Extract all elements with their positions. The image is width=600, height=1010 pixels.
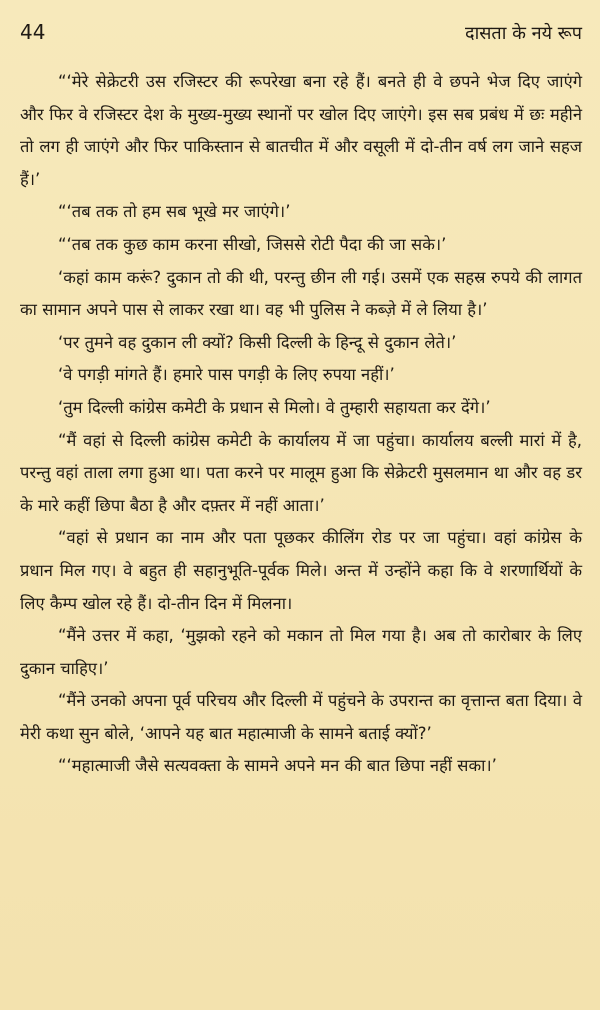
paragraph: “वहां से प्रधान का नाम और पता पूछकर कीलिंग रोड पर जा पहुंचा। वहां कांग्रेस के प्रधान मिल गए। वे बहुत ही सहानुभूति-पूर्वक मिले। अन्त में उन्होंने कहा कि वे शरणार्थियों के लिए कैम्प खोल रहे हैं। दो-तीन दिन में मिलना। [20,528,582,613]
paragraph: ‘तुम दिल्ली कांग्रेस कमेटी के प्रधान से मिलो। वे तुम्हारी सहायता कर देंगे।’ [58,397,491,417]
page-body [20,66,582,783]
running-title: दासता के नये रूप [465,23,582,44]
paragraph: “‘तब तक कुछ काम करना सीखो, जिससे रोटी पैदा की जा सके।’ [58,234,447,254]
paragraph: “‘तब तक तो हम सब भूखे मर जाएंगे।’ [58,202,291,222]
paragraph: “मैंने उत्तर में कहा, ‘मुझको रहने को मकान तो मिल गया है। अब तो कारोबार के लिए दुकान चाहिए।’ [20,626,582,678]
paragraph: ‘वे पगड़ी मांगते हैं। हमारे पास पगड़ी के लिए रुपया नहीं।’ [58,365,395,385]
page-number: 44 [20,20,46,44]
paragraph: ‘कहां काम करूं? दुकान तो की थी, परन्तु छीन ली गई। उसमें एक सहस्र रुपये की लागत का सामान अपने पास से लाकर रखा था। वह भी पुलिस ने कब्ज़े में ले लिया है।’ [20,267,582,320]
paragraph: “मैं वहां से दिल्ली कांग्रेस कमेटी के कार्यालय में जा पहुंचा। कार्यालय बल्ली मारां में है, परन्तु वहां ताला लगा हुआ था। पता करने पर मालूम हुआ कि सेक्रेटरी मुसलमान था और वह डर के मारे कहीं छिपा बैठा है और दफ़्तर में नहीं आता।’ [20,430,582,515]
page-header [20,20,582,50]
paragraph: “‘मेरे सेक्रेटरी उस रजिस्टर की रूपरेखा बना रहे हैं। बनते ही वे छपने भेज दिए जाएंगे और फिर वे रजिस्टर देश के मुख्य-मुख्य स्थानों पर खोल दिए जाएंगे। इस सब प्रबंध में छः महीने तो लग ही जाएंगे और फिर पाकिस्तान से बातचीत में और वसूली में दो-तीन वर्ष लग जाने सहज हैं।’ [20,72,582,189]
paragraph: ‘पर तुमने वह दुकान ली क्यों? किसी दिल्ली के हिन्दू से दुकान लेते।’ [58,332,457,352]
paragraph: “‘महात्माजी जैसे सत्यवक्ता के सामने अपने मन की बात छिपा नहीं सका।’ [58,756,497,776]
paragraph: “मैंने उनको अपना पूर्व परिचय और दिल्ली में पहुंचने के उपरान्त का वृत्तान्त बता दिया। वे मेरी कथा सुन बोले, ‘आपने यह बात महात्माजी के सामने बताई क्यों?’ [20,691,582,743]
